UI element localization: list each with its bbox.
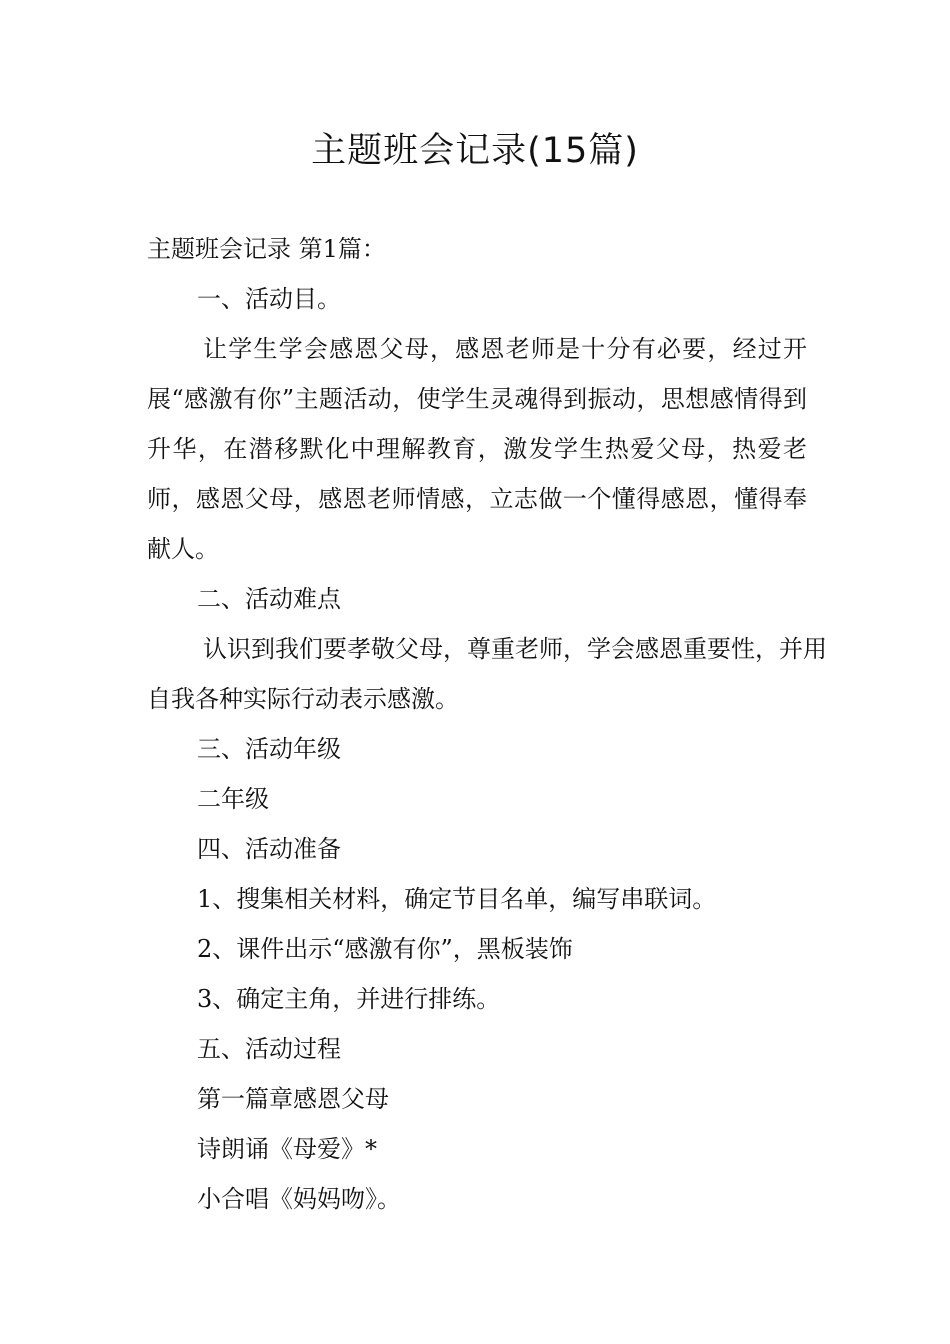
document-title: 主题班会记录(15篇): [311, 131, 639, 171]
document-heading: 主题班会记录 第1篇：: [147, 235, 386, 263]
list-item: 小合唱《妈妈吻》。: [197, 1185, 401, 1213]
section-heading: 三、活动年级: [197, 735, 341, 763]
list-item: 第一篇章感恩父母: [197, 1085, 389, 1113]
list-item: 1、搜集相关材料，确定节目名单，编写串联词。: [197, 885, 717, 913]
section-heading: 四、活动准备: [197, 835, 341, 863]
section-paragraph: 让学生学会感恩父母，感恩老师是十分有必要，经过开展“感激有你”主题活动，使学生灵魂得到振动，思想感情得到升华，在潜移默化中理解教育，激发学生热爱父母，热爱老师，感恩父母，感恩老师情感，立志做一个懂得感恩，懂得奉献人。: [147, 335, 807, 563]
section-heading: 二、活动难点: [197, 585, 341, 613]
list-item: 诗朗诵《母爱》*: [197, 1135, 377, 1163]
document-body: [147, 224, 827, 1224]
section-paragraph: 认识到我们要孝敬父母，尊重老师，学会感恩重要性，并用自我各种实际行动表示感激。: [147, 635, 827, 713]
list-item: 2、课件出示“感激有你”，黑板装饰: [197, 935, 573, 963]
list-item: 3、确定主角，并进行排练。: [197, 985, 501, 1013]
section-text: 二年级: [197, 785, 269, 813]
section-heading: 一、活动目。: [197, 285, 341, 313]
section-heading: 五、活动过程: [197, 1035, 341, 1063]
